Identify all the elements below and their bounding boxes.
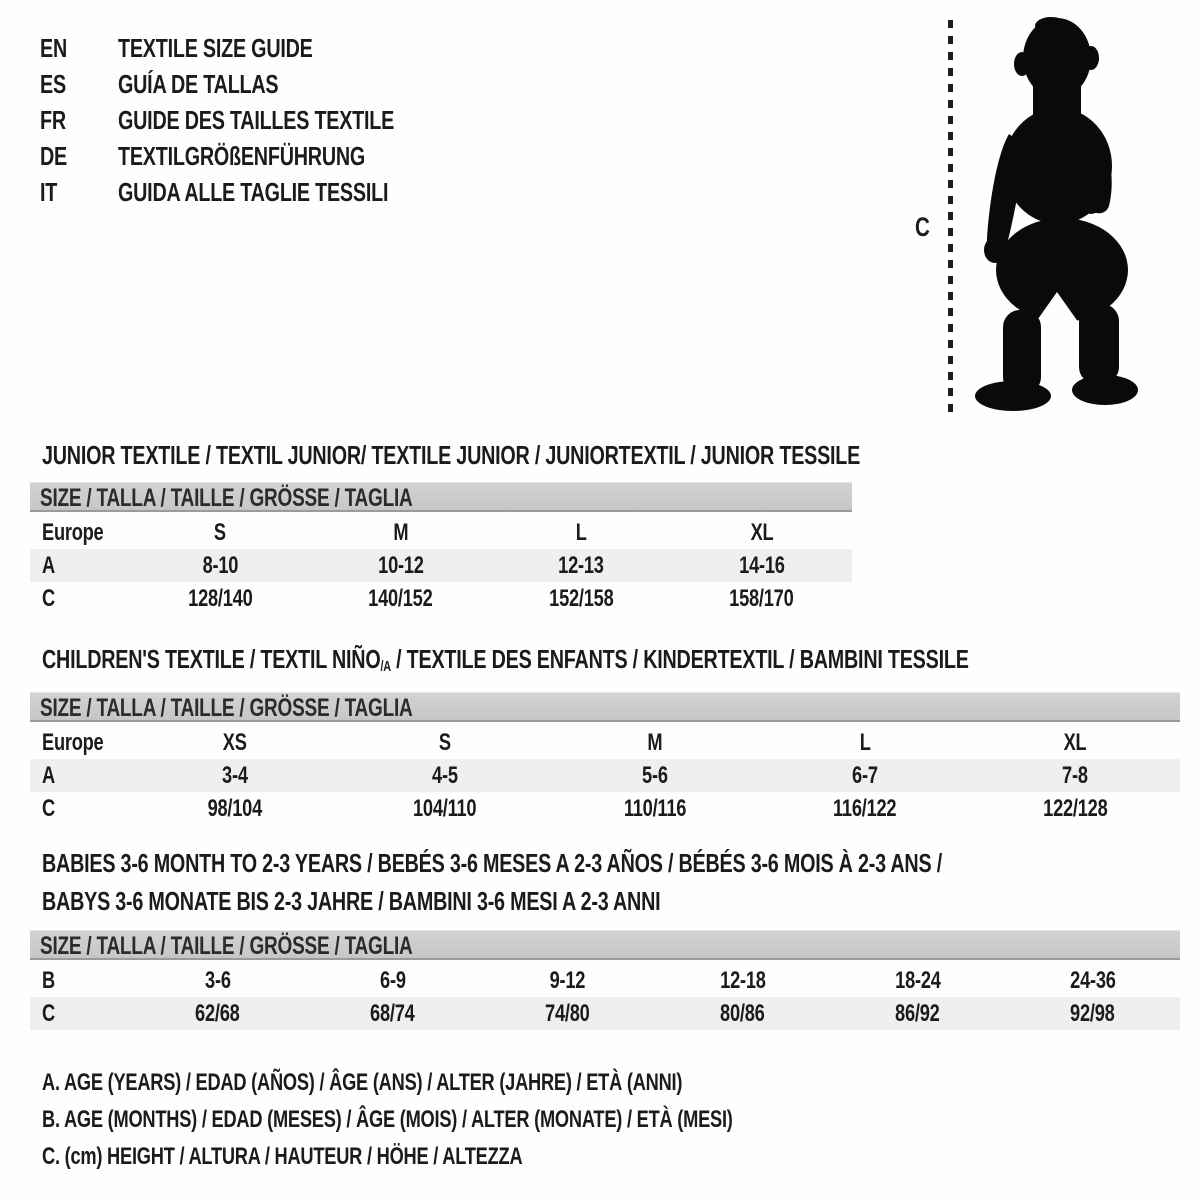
age-cell: 7-8 xyxy=(1062,761,1088,789)
height-cell: 62/68 xyxy=(195,999,240,1027)
row-label: A xyxy=(42,551,55,579)
guide-title-es: GUÍA DE TALLAS xyxy=(118,68,279,99)
size-cell: S xyxy=(214,518,227,546)
months-cell: 12-18 xyxy=(719,966,766,994)
height-cell: 158/170 xyxy=(729,584,794,612)
months-cell: 3-6 xyxy=(204,966,231,994)
size-cell: XL xyxy=(750,518,774,546)
table-row-height xyxy=(30,997,1180,1030)
junior-size-table xyxy=(30,482,852,615)
age-cell: 14-16 xyxy=(738,551,785,579)
table-row-europe xyxy=(30,726,1180,759)
height-cell: 74/80 xyxy=(545,999,590,1027)
row-label: B xyxy=(42,966,55,994)
height-cell: 140/152 xyxy=(368,584,433,612)
height-cell: 68/74 xyxy=(370,999,415,1027)
height-cell: 116/122 xyxy=(833,794,897,822)
language-row-de xyxy=(40,138,481,174)
height-cell: 110/116 xyxy=(623,794,687,822)
guide-title-fr: GUIDE DES TAILLES TEXTILE xyxy=(118,104,395,135)
language-row-en xyxy=(40,30,481,66)
guide-title-en: TEXTILE SIZE GUIDE xyxy=(118,32,313,63)
age-cell: 12-13 xyxy=(558,551,605,579)
table-row-europe xyxy=(30,516,852,549)
row-label: C xyxy=(42,999,55,1027)
table-row-age xyxy=(30,759,1180,792)
months-cell: 6-9 xyxy=(379,966,406,994)
size-cell: M xyxy=(647,728,663,756)
size-header-label: SIZE / TALLA / TAILLE / GRÖSSE / TAGLIA xyxy=(40,694,413,722)
table-row-months xyxy=(30,964,1180,997)
age-cell: 10-12 xyxy=(377,551,424,579)
guide-title-it: GUIDA ALLE TAGLIE TESSILI xyxy=(118,176,389,207)
size-header-bar xyxy=(30,692,1180,722)
height-figure xyxy=(905,12,1150,422)
toddler-silhouette xyxy=(963,14,1143,418)
height-cell: 80/86 xyxy=(720,999,765,1027)
size-header-label: SIZE / TALLA / TAILLE / GRÖSSE / TAGLIA xyxy=(40,484,413,512)
table-row-age xyxy=(30,549,852,582)
months-cell: 9-12 xyxy=(549,966,586,994)
legend-line-b: B. AGE (MONTHS) / EDAD (MESES) / ÂGE (MOIS) / ALTER (MONATE) / ETÀ (MESI) xyxy=(42,1105,733,1133)
table-row-height xyxy=(30,582,852,615)
size-header-bar xyxy=(30,482,852,512)
table-row-height xyxy=(30,792,1180,825)
months-cell: 24-36 xyxy=(1069,966,1116,994)
height-measure-dashed-line xyxy=(948,20,953,416)
row-label: C xyxy=(42,794,55,822)
height-cell: 122/128 xyxy=(1042,794,1108,822)
size-header-bar xyxy=(30,930,1180,960)
language-row-it xyxy=(40,174,481,210)
height-cell: 98/104 xyxy=(207,794,263,822)
legend xyxy=(42,1064,951,1175)
age-cell: 5-6 xyxy=(642,761,668,789)
age-cell: 6-7 xyxy=(852,761,878,789)
size-cell: S xyxy=(439,728,451,756)
row-label: Europe xyxy=(42,518,104,546)
height-cell: 128/140 xyxy=(188,584,253,612)
guide-title-de: TEXTILGRÖßENFÜHRUNG xyxy=(118,140,366,171)
size-cell: M xyxy=(393,518,409,546)
height-cell: 152/158 xyxy=(549,584,614,612)
language-code: FR xyxy=(40,104,66,135)
size-cell: L xyxy=(859,728,871,756)
language-list xyxy=(40,30,481,210)
months-cell: 18-24 xyxy=(894,966,941,994)
language-code: DE xyxy=(40,140,68,171)
babies-size-table xyxy=(30,930,1180,1030)
children-size-table xyxy=(30,692,1180,825)
babies-section-title: BABIES 3-6 MONTH TO 2-3 YEARS / BEBÉS 3-6 MESES A 2-3 AÑOS / BÉBÉS 3-6 MOIS À 2-3 ANS / BABYS 3-6 MONATE BIS 2-3 JAHRE / BAMBINI 3-6 MESI A 2-3 ANNI xyxy=(42,848,942,916)
height-measure-label: C xyxy=(915,212,930,242)
age-cell: 8-10 xyxy=(202,551,239,579)
size-cell: XS xyxy=(223,728,247,756)
age-cell: 3-4 xyxy=(222,761,248,789)
legend-line-a: A. AGE (YEARS) / EDAD (AÑOS) / ÂGE (ANS) / ALTER (JAHRE) / ETÀ (ANNI) xyxy=(42,1068,683,1096)
language-code: ES xyxy=(40,68,66,99)
height-cell: 92/98 xyxy=(1070,999,1115,1027)
junior-section-title: JUNIOR TEXTILE / TEXTIL JUNIOR/ TEXTILE JUNIOR / JUNIORTEXTIL / JUNIOR TESSILE xyxy=(42,440,861,470)
language-code: IT xyxy=(40,176,58,207)
language-row-es xyxy=(40,66,481,102)
size-header-label: SIZE / TALLA / TAILLE / GRÖSSE / TAGLIA xyxy=(40,932,413,960)
language-code: EN xyxy=(40,32,68,63)
nino-a-subscript: /A xyxy=(380,658,391,675)
row-label: A xyxy=(42,761,55,789)
height-cell: 86/92 xyxy=(895,999,940,1027)
age-cell: 4-5 xyxy=(432,761,458,789)
size-cell: L xyxy=(575,518,587,546)
language-row-fr xyxy=(40,102,481,138)
size-cell: XL xyxy=(1063,728,1087,756)
legend-line-c: C. (cm) HEIGHT / ALTURA / HAUTEUR / HÖHE / ALTEZZA xyxy=(42,1142,523,1170)
row-label: C xyxy=(42,584,55,612)
children-section-title: CHILDREN'S TEXTILE / TEXTIL NIÑO/A / TEXTILE DES ENFANTS / KINDERTEXTIL / BAMBINI TESSILE xyxy=(42,644,969,675)
row-label: Europe xyxy=(42,728,104,756)
height-cell: 104/110 xyxy=(413,794,477,822)
